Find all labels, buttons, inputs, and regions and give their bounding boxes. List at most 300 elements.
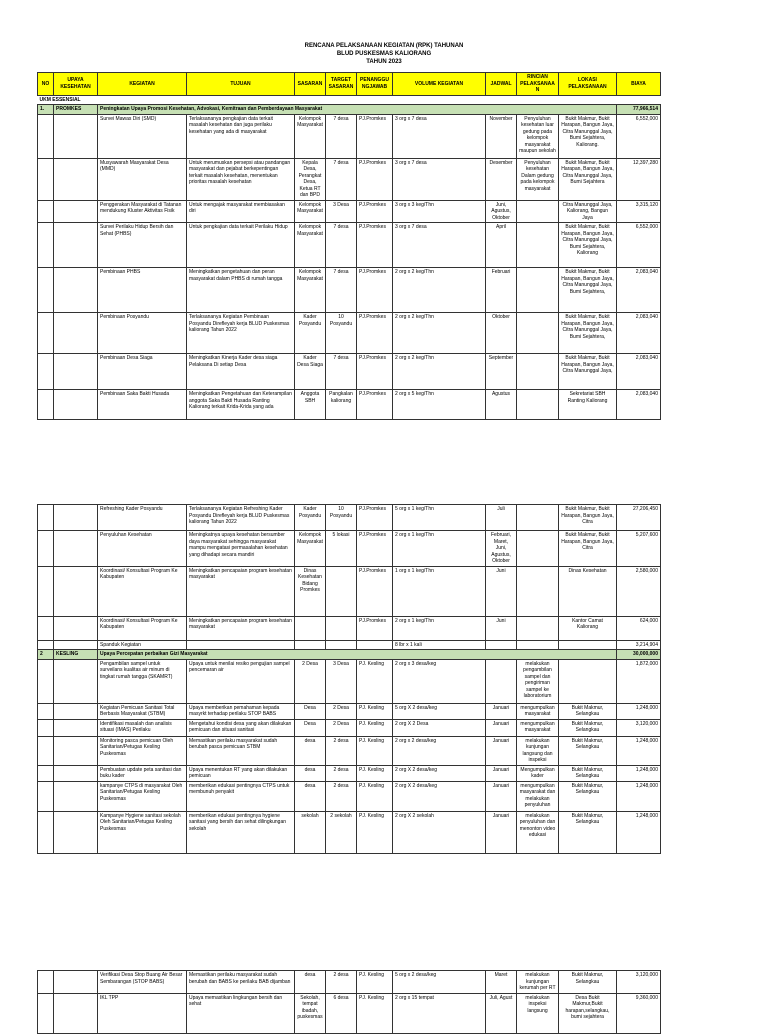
cell-lokasi: Bukit Makmur, Selangkau [559, 703, 617, 719]
cell-target: 7 desa [326, 354, 357, 390]
cell-no [38, 703, 54, 719]
cell-sasaran: Kepala Desa, Perangkat Desa, Ketua RT dan BPD [295, 158, 326, 200]
cell-lokasi: Bukit Makmur, Bukit Harapan, Bangun Jaya, Citra [559, 531, 617, 567]
cell-vol: 2 org x 2 keg/Thn [393, 268, 486, 313]
cell-target: 3 Desa [326, 659, 357, 703]
cell-jadwal: Februari, Maret, Juni, Agustus, Oktober [486, 531, 517, 567]
group-row-kesling [38, 650, 661, 660]
table-row [38, 736, 661, 765]
table-row [38, 640, 661, 650]
cell-vol: 2 org x 3 desa/keg [393, 659, 486, 703]
cell-upaya [54, 993, 98, 1033]
cell-target: 7 desa [326, 223, 357, 268]
cell-tujuan: memberikan edukasi pentingnya CTPS untuk membunuh penyakit [187, 781, 295, 811]
cell-upaya [54, 736, 98, 765]
table-header-row [38, 73, 661, 96]
cell-sasaran: Dinas Kesehatan Bidang Promkes [295, 566, 326, 616]
cell-upaya [54, 659, 98, 703]
table-row [38, 200, 661, 223]
cell-kegiatan: Refreshing Kader Posyandu [98, 505, 187, 531]
cell-tujuan: Terlaksananya pengkajian data terkait masalah kesehatan dan juga perilaku kesehatan yang ada di masyarakat [187, 114, 295, 158]
cell-tujuan: Terlaksananya Kegiatan Refreshing Kader Posyandu Direfleyah kerja BLUD Puskesmas kaliorang Tahun 2022 [187, 505, 295, 531]
cell-pj: PJ.Promkes [357, 354, 393, 390]
cell-biaya: 12,397,280 [617, 158, 661, 200]
cell-rincian [517, 200, 559, 223]
cell-jadwal: Oktober [486, 313, 517, 354]
cell-lokasi: Bukit Makmur, Bukit Harapan, Bangun Jaya, Citra Manunggal Jaya, Bumi Sejahtera, [559, 313, 617, 354]
table-row [38, 971, 661, 994]
cell-upaya [54, 640, 98, 650]
cell-kegiatan: Penyuluhan Kesehatan [98, 531, 187, 567]
cell-pj [357, 640, 393, 650]
cell-biaya: 1,248,000 [617, 736, 661, 765]
cell-kegiatan: Pembinaan PHBS [98, 268, 187, 313]
cell-biaya: 2,083,040 [617, 268, 661, 313]
cell-pj: PJ.Promkes [357, 158, 393, 200]
cell-jadwal: Juni [486, 616, 517, 640]
group-kegiatan: Peningkatan Upaya Promosi Kesehatan, Advokasi, Kemitraan dan Pemberdayaan Masyarakat [98, 105, 617, 115]
cell-no [38, 659, 54, 703]
cell-target: 5 lokasi [326, 531, 357, 567]
table-row [38, 114, 661, 158]
cell-vol: 2 org X 2 Desa [393, 719, 486, 736]
cell-sasaran: Desa [295, 719, 326, 736]
cell-upaya [54, 703, 98, 719]
cell-vol: 3 org x 7 desa [393, 223, 486, 268]
cell-upaya [54, 971, 98, 994]
cell-rincian: mengumpulkan masyarakat [517, 719, 559, 736]
cell-jadwal: Juni [486, 566, 517, 616]
column-header: BIAYA [617, 73, 661, 96]
column-header: LOKASI PELAKSANAAN [559, 73, 617, 96]
section-label: UKM ESSENSIAL [38, 95, 661, 105]
cell-tujuan: Meningkatnya upaya kesehatan bersumber daya masyarakat sehingga masyarakat mampu mengatasi permasalahan kesehatan yang dihadapi secara mandiri [187, 531, 295, 567]
cell-jadwal: Agustus [486, 390, 517, 420]
cell-biaya: 27,206,450 [617, 505, 661, 531]
cell-no [38, 114, 54, 158]
cell-lokasi: Bukit Makmur, Bukit Harapan, Bangun Jaya, Citra Manunggal Jaya, Bumi Sejahtera, Kaliorang. [559, 114, 617, 158]
cell-pj: PJ. Kesling [357, 736, 393, 765]
cell-biaya: 1,248,000 [617, 703, 661, 719]
cell-sasaran: Kelompok Masyarakat [295, 268, 326, 313]
cell-upaya [54, 616, 98, 640]
cell-biaya: 1,248,000 [617, 765, 661, 781]
column-header: SASARAN [295, 73, 326, 96]
cell-jadwal [486, 659, 517, 703]
table-row [38, 566, 661, 616]
cell-pj: PJ. Kesling [357, 781, 393, 811]
cell-pj: PJ.Promkes [357, 200, 393, 223]
cell-pj: PJ.Promkes [357, 505, 393, 531]
cell-kegiatan: Survei Perilaku Hidup Bersih dan Sehat (PHBS) [98, 223, 187, 268]
cell-biaya: 3,214,904 [617, 640, 661, 650]
cell-lokasi: Citra Manunggal Jaya, Kaliorang, Bangun Jaya [559, 200, 617, 223]
cell-biaya: 3,120,000 [617, 719, 661, 736]
cell-upaya [54, 354, 98, 390]
table-row [38, 531, 661, 567]
cell-vol: 2 org x 2 keg/Thn [393, 354, 486, 390]
column-header: TUJUAN [187, 73, 295, 96]
cell-jadwal: Desember [486, 158, 517, 200]
cell-lokasi: Desa Bukit Makmur,Bukit harapan,selangkau, bumi sejahtera [559, 993, 617, 1033]
cell-target: 2 Desa [326, 703, 357, 719]
table-row [38, 354, 661, 390]
cell-biaya: 6,552,000 [617, 223, 661, 268]
cell-lokasi: Bukit Makmur, Bukit Harapan, Bangun Jaya, Citra Manunggal Jaya, [559, 354, 617, 390]
cell-sasaran: desa [295, 781, 326, 811]
cell-sasaran [295, 616, 326, 640]
cell-biaya: 3,120,000 [617, 971, 661, 994]
table-row [38, 993, 661, 1033]
cell-lokasi: Bukit Makmur, Selangkau [559, 719, 617, 736]
cell-no [38, 505, 54, 531]
cell-pj: PJ. Kesling [357, 971, 393, 994]
cell-lokasi: Bukit Makmur, Bukit Harapan, Bangun Jaya, Citra [559, 505, 617, 531]
cell-target: 7 desa [326, 158, 357, 200]
cell-tujuan: Meningkatkan pencapaian program kesehatan masyarakat [187, 566, 295, 616]
cell-lokasi: Sekretariat SBH Ranting Kaliorang [559, 390, 617, 420]
cell-kegiatan: Identifikasi masalah dan analisis situasi (IMAS) Perilaku [98, 719, 187, 736]
cell-vol: 5 org x 1 keg/Thn [393, 505, 486, 531]
column-header: JADWAL [486, 73, 517, 96]
cell-tujuan: Untuk merumuskan persepsi atau pandangan masyarakat dan pejabat berkepentingan terkait masalah kesehatan, menentukan prioritas masalah kesehatan [187, 158, 295, 200]
cell-biaya: 9,360,000 [617, 993, 661, 1033]
cell-target: 2 desa [326, 781, 357, 811]
cell-target [326, 616, 357, 640]
cell-rincian: mengumpulkan masyarakat [517, 703, 559, 719]
cell-tujuan: Upaya memberikan pemahaman kepada masyrkt terhadap perilaku STOP BABS [187, 703, 295, 719]
cell-lokasi: Bukit Makmur, Bukit Harapan, Bangun Jaya, Citra Manunggal Jaya, Bumi Sejahtera [559, 158, 617, 200]
cell-jadwal: November [486, 114, 517, 158]
column-header: PENANGGU NGJAWAB [357, 73, 393, 96]
group-row-promkes [38, 105, 661, 115]
cell-vol: 2 org X 2 desa/keg [393, 765, 486, 781]
cell-tujuan: Memastikan perilaku masyarakat sudah berubah dan BABS ke perilaku BAB dijamban [187, 971, 295, 994]
cell-vol: 2 org x 5 keg/Thn [393, 390, 486, 420]
table-row [38, 765, 661, 781]
cell-pj: PJ.Promkes [357, 114, 393, 158]
cell-biaya: 2,083,040 [617, 390, 661, 420]
cell-kegiatan: Musyawarah Masyarakat Desa (MMD) [98, 158, 187, 200]
column-header: RINCIAN PELAKSANAA N [517, 73, 559, 96]
cell-pj: PJ.Promkes [357, 566, 393, 616]
cell-rincian [517, 531, 559, 567]
cell-kegiatan: Pembinaan Desa Siaga [98, 354, 187, 390]
cell-lokasi: Bukit Makmur, Selangkau [559, 811, 617, 853]
cell-upaya [54, 390, 98, 420]
cell-sasaran [295, 640, 326, 650]
group-biaya: 77,966,514 [617, 105, 661, 115]
cell-sasaran: Anggota SBH [295, 390, 326, 420]
cell-tujuan: Meningkatkan Kinerja Kader desa siaga Pelaksana Di setiap Desa [187, 354, 295, 390]
cell-upaya [54, 781, 98, 811]
cell-target: 7 desa [326, 268, 357, 313]
cell-tujuan: Mengetahui kondisi desa yang akan dilakukan pemicuan dan situasi sanitasi [187, 719, 295, 736]
cell-vol: 2 org x 1 keg/Thn [393, 531, 486, 567]
cell-kegiatan: Monitoring pasca pemicuan Oleh Sanitarian/Petugas Kesling Puskesmas [98, 736, 187, 765]
cell-lokasi [559, 640, 617, 650]
cell-no [38, 268, 54, 313]
table-row [38, 223, 661, 268]
cell-tujuan: Upaya untuk menilai resiko pengujian sampel pencemaran air [187, 659, 295, 703]
cell-lokasi: Bukit Makmur, Bukit Harapan, Bangun Jaya, Citra Manunggal Jaya, Bumi Sejahtera, [559, 268, 617, 313]
cell-jadwal: Januari [486, 765, 517, 781]
cell-rincian: Mengumpulkan kader [517, 765, 559, 781]
cell-tujuan: Untuk pengkajian data terkait Perilaku Hidup [187, 223, 295, 268]
cell-sasaran: Kelompok Masyarakat [295, 114, 326, 158]
cell-kegiatan: Koordinasi/ Konsultasi Program Ke Kabupaten [98, 566, 187, 616]
cell-rincian [517, 354, 559, 390]
cell-kegiatan: Pengambilan sampel untuk surveilans kualitas air minum di tingkat rumah tangga (SKAMRT) [98, 659, 187, 703]
table-row [38, 313, 661, 354]
cell-upaya [54, 505, 98, 531]
cell-upaya [54, 158, 98, 200]
cell-upaya [54, 719, 98, 736]
cell-biaya: 1,248,000 [617, 781, 661, 811]
cell-vol: 2 org x 2 keg/Thn [393, 313, 486, 354]
cell-no [38, 781, 54, 811]
cell-no [38, 616, 54, 640]
cell-lokasi: Bukit Makmur, Selangkau [559, 765, 617, 781]
cell-target: 2 desa [326, 736, 357, 765]
title-line-3: TAHUN 2023 [366, 59, 402, 65]
cell-rincian: melakukan kunjungan kerumah per RT [517, 971, 559, 994]
cell-sasaran: 2 Desa [295, 659, 326, 703]
cell-biaya: 3,315,120 [617, 200, 661, 223]
rpk-table-page-1 [37, 72, 661, 420]
table-row [38, 781, 661, 811]
cell-jadwal: Januari [486, 719, 517, 736]
cell-no [38, 719, 54, 736]
cell-jadwal: Januari [486, 703, 517, 719]
cell-biaya: 2,580,000 [617, 566, 661, 616]
cell-tujuan: Meningkatkan pencapaian program kesehatan masyarakat [187, 616, 295, 640]
cell-upaya [54, 268, 98, 313]
cell-rincian [517, 505, 559, 531]
cell-vol: 3 org x 7 desa [393, 158, 486, 200]
column-header: KEGIATAN [98, 73, 187, 96]
cell-no [38, 993, 54, 1033]
cell-vol: 1 org x 1 keg/Thn [393, 566, 486, 616]
cell-target: 2 desa [326, 971, 357, 994]
cell-jadwal: Januari [486, 781, 517, 811]
cell-kegiatan: Penggerakan Masyarakat di Tatanan mendukung Kluster Aktivitas Fisik [98, 200, 187, 223]
cell-kegiatan: Verifikasi Desa Stop Buang Air Besar Sembarangan (STOP BABS) [98, 971, 187, 994]
cell-kegiatan: IKL TPP [98, 993, 187, 1033]
table-row [38, 719, 661, 736]
cell-sasaran: desa [295, 765, 326, 781]
cell-kegiatan: kampanye CTPS di masyarakat Oleh Sanitarian/Petugas Kesling Puskesmas [98, 781, 187, 811]
cell-tujuan: Upaya menentukan RT yang akan dilakukan pemicuan [187, 765, 295, 781]
cell-vol: 2 org X 2 sekolah [393, 811, 486, 853]
cell-lokasi: Kantor Camat Kaliorang [559, 616, 617, 640]
cell-kegiatan: Koordinasi/ Konsultasi Program Ke Kabupaten [98, 616, 187, 640]
table-row [38, 505, 661, 531]
cell-kegiatan: Kegiatan Pemicuan Sanitasi Total Berbasis Masyarakat (STBM) [98, 703, 187, 719]
cell-pj: PJ.Promkes [357, 223, 393, 268]
cell-no [38, 158, 54, 200]
cell-target: 7 desa [326, 114, 357, 158]
cell-vol: 3 org x 3 keg/Thn [393, 200, 486, 223]
cell-target: 3 Desa [326, 200, 357, 223]
cell-upaya [54, 223, 98, 268]
cell-rincian: Penyuluhan kesehatan Dalam gedung pada kelompok masyarakat [517, 158, 559, 200]
cell-sasaran: Kelompok Masyarakat [295, 200, 326, 223]
cell-target: 6 desa [326, 993, 357, 1033]
group-kegiatan: Upaya Percepatan perbaikan Gizi Masyarakat [98, 650, 617, 660]
table-row [38, 616, 661, 640]
cell-sasaran: Kader Desa Siaga [295, 354, 326, 390]
cell-sasaran: desa [295, 971, 326, 994]
cell-upaya [54, 531, 98, 567]
cell-upaya [54, 765, 98, 781]
cell-vol: 2 org x 1 keg/Thn [393, 616, 486, 640]
cell-no [38, 566, 54, 616]
cell-tujuan: Meningkatkan pengetahuan dan peran masyarakat dalam PHBS di rumah tangga [187, 268, 295, 313]
cell-pj: PJ. Kesling [357, 993, 393, 1033]
cell-no [38, 313, 54, 354]
cell-rincian [517, 566, 559, 616]
cell-pj: PJ. Kesling [357, 719, 393, 736]
cell-upaya [54, 114, 98, 158]
cell-jadwal [486, 640, 517, 650]
cell-biaya: 624,000 [617, 616, 661, 640]
cell-upaya [54, 313, 98, 354]
cell-pj: PJ.Promkes [357, 268, 393, 313]
cell-no [38, 354, 54, 390]
cell-target: Pangkalan kaliorang [326, 390, 357, 420]
cell-no [38, 223, 54, 268]
cell-lokasi: Bukit Makmur, Selangkau [559, 781, 617, 811]
cell-kegiatan: Kampanye Hygiene sanitasi sekolah Oleh Sanitarian/Petugas Kesling Puskesmas [98, 811, 187, 853]
cell-sasaran: desa [295, 736, 326, 765]
cell-rincian: melakukan penyuluhan dan menonton video edukasi [517, 811, 559, 853]
table-row [38, 659, 661, 703]
cell-kegiatan: Pembinaan Saka Bakti Husada [98, 390, 187, 420]
cell-no [38, 765, 54, 781]
cell-rincian [517, 313, 559, 354]
cell-kegiatan: Spanduk Kegiatan [98, 640, 187, 650]
cell-vol: 5 org X 2 desa/keg [393, 703, 486, 719]
cell-lokasi [559, 659, 617, 703]
cell-kegiatan: Pembuatan update peta sanitasi dan buku kader [98, 765, 187, 781]
cell-biaya: 6,552,000 [617, 114, 661, 158]
cell-tujuan: Meningkatkan Pengetahuan dan Keterampilan anggota Saka Bakti Husada Ranting Kaliorang terkait Krida-Krida yang ada [187, 390, 295, 420]
cell-rincian [517, 390, 559, 420]
cell-lokasi: Dinas Kesehatan [559, 566, 617, 616]
cell-tujuan [187, 640, 295, 650]
cell-biaya: 5,207,600 [617, 531, 661, 567]
group-biaya: 30,000,000 [617, 650, 661, 660]
cell-pj: PJ. Kesling [357, 765, 393, 781]
table-row [38, 390, 661, 420]
cell-tujuan: memberikan edukasi pentingnya hygiene sanitasi yang bersih dan sehat dilingkungan sekolah [187, 811, 295, 853]
cell-kegiatan: Pembinaan Posyandu [98, 313, 187, 354]
cell-rincian [517, 268, 559, 313]
column-header: TARGET SASARAN [326, 73, 357, 96]
cell-tujuan: Upaya memastikan lingkungan bersih dan sehat [187, 993, 295, 1033]
cell-sasaran: sekolah [295, 811, 326, 853]
cell-pj: PJ.Promkes [357, 313, 393, 354]
cell-pj: PJ. Kesling [357, 703, 393, 719]
title-line-2: BLUD PUSKESMAS KALIORANG [336, 51, 432, 57]
table-row [38, 158, 661, 200]
cell-jadwal: Januari [486, 736, 517, 765]
cell-vol: 2 org x 2 desa/keg [393, 736, 486, 765]
cell-sasaran: Kelompok Masyarakat [295, 531, 326, 567]
cell-rincian [517, 223, 559, 268]
cell-upaya [54, 200, 98, 223]
cell-biaya: 1,248,000 [617, 811, 661, 853]
cell-pj: PJ. Kesling [357, 659, 393, 703]
cell-biaya: 1,872,000 [617, 659, 661, 703]
cell-vol: 3 org x 7 desa [393, 114, 486, 158]
cell-vol: 2 org x 15 tempat [393, 993, 486, 1033]
group-upaya: PROMKES [54, 105, 98, 115]
cell-target: 2 desa [326, 765, 357, 781]
cell-sasaran: Desa [295, 703, 326, 719]
cell-pj: PJ.Promkes [357, 531, 393, 567]
cell-biaya: 2,083,040 [617, 354, 661, 390]
cell-no [38, 390, 54, 420]
cell-jadwal: Juli [486, 505, 517, 531]
cell-jadwal: September [486, 354, 517, 390]
rpk-table-page-2 [37, 504, 661, 854]
cell-rincian: melakukan pengambilan sampel dan pengiriman sampel ke laboratorium [517, 659, 559, 703]
cell-pj: PJ.Promkes [357, 616, 393, 640]
cell-rincian [517, 640, 559, 650]
column-header: NO [38, 73, 54, 96]
cell-rincian: Penyuluhan kesehatan luar gedung pada kelompok masyarakat maupun sekolah [517, 114, 559, 158]
cell-no [38, 531, 54, 567]
cell-jadwal: Juli, Agust [486, 993, 517, 1033]
cell-lokasi: Bukit Makmur, Bukit Harapan, Bangun Jaya, Citra Manunggal Jaya, Bumi Sejahtera, Kaliorang [559, 223, 617, 268]
cell-upaya [54, 566, 98, 616]
cell-jadwal: Februari [486, 268, 517, 313]
table-row [38, 268, 661, 313]
cell-target: 2 sekolah [326, 811, 357, 853]
cell-pj: PJ. Kesling [357, 811, 393, 853]
cell-lokasi: Bukit Makmur, Selangkau [559, 971, 617, 994]
cell-jadwal: April [486, 223, 517, 268]
cell-sasaran: Sekolah, tempat ibadah, puskesmas [295, 993, 326, 1033]
cell-no [38, 971, 54, 994]
cell-target: 10 Posyandu [326, 313, 357, 354]
cell-biaya: 2,083,040 [617, 313, 661, 354]
cell-pj: PJ.Promkes [357, 390, 393, 420]
group-no: 1. [38, 105, 54, 115]
section-row [38, 95, 661, 105]
cell-jadwal: Juni, Agustus, Oktober [486, 200, 517, 223]
cell-lokasi: Bukit Makmur, Selangkau [559, 736, 617, 765]
column-header: UPAYA KESEHATAN [54, 73, 98, 96]
column-header: VOLUME KEGIATAN [393, 73, 486, 96]
cell-no [38, 736, 54, 765]
cell-no [38, 811, 54, 853]
cell-target [326, 566, 357, 616]
group-no: 2 [38, 650, 54, 660]
cell-rincian: mengumpulkan masyarakat dan melakukan penyuluhan [517, 781, 559, 811]
cell-target: 2 Desa [326, 719, 357, 736]
cell-rincian [517, 616, 559, 640]
cell-jadwal: Maret [486, 971, 517, 994]
cell-target: 10 Posyandu [326, 505, 357, 531]
table-row [38, 811, 661, 853]
cell-vol: 5 org x 2 desa/keg [393, 971, 486, 994]
cell-sasaran: Kader Posyandu [295, 505, 326, 531]
cell-upaya [54, 811, 98, 853]
cell-kegiatan: Survei Mawas Diri (SMD) [98, 114, 187, 158]
